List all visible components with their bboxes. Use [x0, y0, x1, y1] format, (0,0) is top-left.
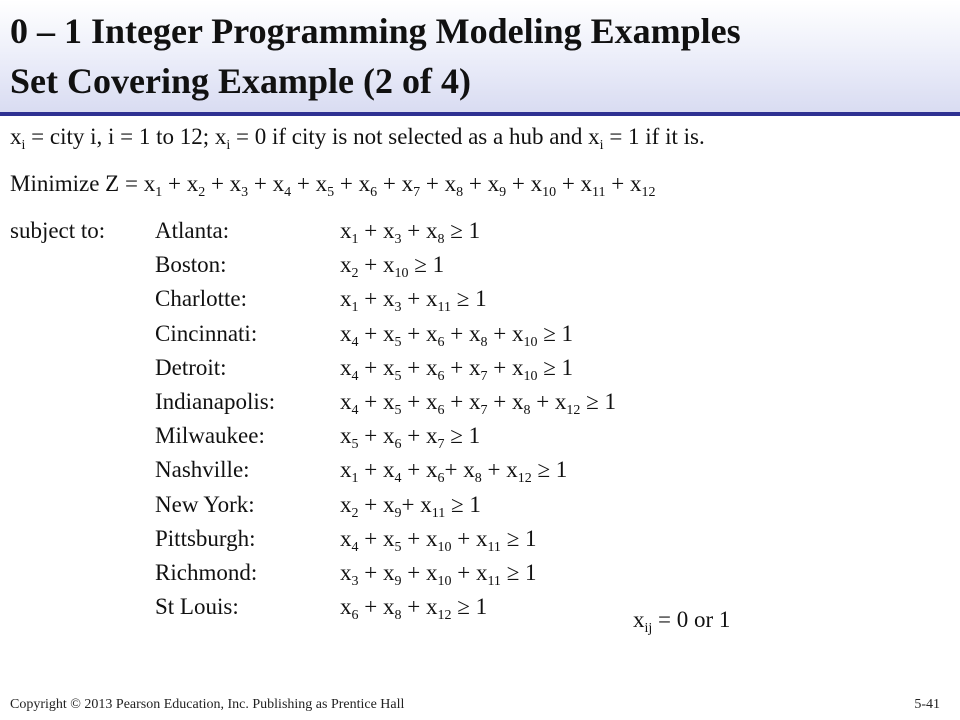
plus-sign: + [401, 525, 426, 551]
variable-subscript: 5 [351, 437, 359, 453]
constraint-expression [340, 355, 573, 389]
variable-subscript: 10 [523, 368, 538, 384]
plus-sign: + [444, 388, 469, 414]
variable-x: x [340, 423, 352, 449]
variable-x: x [340, 354, 352, 380]
variable-subscript: 6 [351, 608, 359, 624]
variable-x: x [401, 171, 414, 196]
variable-x: x [554, 388, 567, 414]
variable-x: x [580, 171, 593, 196]
variable-x: x [382, 423, 395, 449]
binary-var: x [633, 607, 645, 632]
plus-sign: + [444, 354, 469, 380]
variable-subscript: 3 [394, 232, 402, 247]
variable-x: x [315, 171, 328, 196]
constraint-city: New York: [155, 491, 255, 517]
variable-x: x [630, 171, 642, 196]
definition-text-d: = 1 if it is. [603, 124, 705, 149]
variable-x: x [382, 388, 395, 414]
constraint-expression [340, 492, 481, 526]
variable-x: x [358, 171, 371, 196]
subject-to-label: subject to: [10, 218, 106, 243]
variable-subscript: 7 [480, 368, 488, 384]
variable-subscript: 7 [437, 437, 445, 453]
variable-subscript: 8 [480, 334, 488, 350]
variable-x: x [425, 320, 438, 346]
variable-x: x [382, 559, 395, 585]
variable-subscript: 4 [394, 471, 402, 487]
variable-subscript: 3 [394, 300, 402, 316]
variable-subscript: 3 [351, 573, 359, 589]
variable-subscript: 3 [241, 185, 249, 200]
variable-x: x [340, 559, 352, 585]
plus-sign: + [358, 525, 383, 551]
variable-x: x [382, 525, 395, 551]
page-number: 5-41 [914, 697, 940, 712]
plus-sign: + [401, 320, 426, 346]
variable-x: x [382, 252, 395, 278]
plus-sign: + [401, 286, 426, 312]
variable-x: x [444, 171, 457, 196]
plus-sign: + [358, 457, 383, 483]
plus-sign: + [358, 559, 383, 585]
constraint-rhs: ≥ 1 [445, 491, 481, 517]
objective-prefix: Minimize Z = [10, 171, 144, 196]
variable-subscript: 1 [155, 185, 163, 200]
variable-x: x [468, 354, 481, 380]
variable-subscript: 2 [198, 185, 206, 200]
variable-x: x [229, 171, 242, 196]
binary-constraint [633, 607, 731, 636]
variable-x: x [340, 218, 352, 243]
constraint-city: Cincinnati: [155, 320, 258, 346]
constraint-rhs: ≥ 1 [451, 594, 488, 620]
constraint-rhs: ≥ 1 [408, 252, 445, 278]
constraint-row [155, 594, 616, 628]
plus-sign: + [358, 491, 383, 517]
variable-subscript: 4 [284, 185, 292, 200]
variable-x: x [425, 218, 438, 243]
plus-sign: + [487, 354, 512, 380]
constraint-city: Pittsburgh: [155, 525, 256, 551]
constraint-expression [340, 321, 573, 355]
variable-x: x [272, 171, 285, 196]
variable-x: x [425, 354, 438, 380]
plus-sign: + [401, 218, 426, 243]
plus-sign: + [487, 388, 512, 414]
plus-sign: + [463, 171, 488, 196]
variable-subscript: 12 [517, 471, 532, 487]
variable-x: x [382, 320, 395, 346]
variable-x: x [511, 320, 524, 346]
copyright-footer: Copyright © 2013 Pearson Education, Inc. Publishing as Prentice Hall [10, 697, 405, 712]
plus-sign: + [401, 559, 426, 585]
plus-sign: + [401, 594, 426, 620]
variable-subscript: 9 [499, 185, 507, 200]
binary-text: = 0 or 1 [652, 607, 731, 632]
constraint-row [155, 526, 616, 560]
variable-definition [10, 124, 705, 153]
variable-subscript: 6 [437, 471, 445, 487]
constraint-city: Nashville: [155, 457, 250, 483]
variable-x: x [340, 252, 352, 278]
variable-subscript: 9 [394, 573, 402, 589]
constraint-city: Detroit: [155, 354, 227, 380]
constraint-rhs: ≥ 1 [444, 423, 481, 449]
constraint-expression [340, 423, 480, 457]
constraint-rhs: ≥ 1 [500, 525, 537, 551]
variable-subscript: 10 [394, 266, 409, 282]
variable-subscript: 10 [523, 334, 538, 350]
definition-text-a: x [10, 124, 22, 149]
plus-sign: + [248, 171, 273, 196]
variable-x: x [425, 286, 438, 312]
constraint-rhs: ≥ 1 [537, 354, 574, 380]
variable-x: x [340, 388, 352, 414]
variable-x: x [186, 171, 199, 196]
plus-sign: + [401, 388, 426, 414]
variable-x: x [425, 559, 438, 585]
variable-subscript: 11 [431, 505, 446, 521]
constraint-row [155, 218, 616, 252]
plus-sign: + [401, 423, 426, 449]
constraint-city: Milwaukee: [155, 423, 265, 449]
plus-sign: + [358, 252, 383, 278]
plus-sign: + [530, 388, 555, 414]
constraint-expression [340, 594, 487, 628]
variable-x: x [382, 218, 395, 243]
variable-subscript: 12 [641, 185, 656, 200]
plus-sign: + [291, 171, 316, 196]
variable-x: x [382, 354, 395, 380]
variable-x: x [382, 594, 395, 620]
constraint-city: Indianapolis: [155, 388, 276, 414]
constraint-expression [340, 389, 616, 423]
constraint-city: Boston: [155, 252, 227, 278]
plus-sign: + [556, 171, 581, 196]
definition-sub-c: i [599, 138, 604, 153]
variable-subscript: 11 [592, 185, 606, 200]
objective-function [10, 171, 656, 200]
variable-subscript: 1 [351, 471, 359, 487]
definition-text-b: = city i, i = 1 to 12; x [25, 124, 227, 149]
constraint-rhs: ≥ 1 [500, 559, 537, 585]
variable-x: x [511, 354, 524, 380]
plus-sign: + [358, 286, 383, 312]
variable-x: x [382, 491, 395, 517]
plus-sign: + [506, 171, 531, 196]
variable-subscript: 8 [474, 471, 482, 487]
title-line-2: Set Covering Example (2 of 4) [10, 61, 471, 101]
plus-sign: + [377, 171, 402, 196]
variable-x: x [425, 594, 438, 620]
variable-subscript: 10 [542, 185, 557, 200]
variable-subscript: 5 [394, 334, 402, 350]
definition-sub-b: i [226, 138, 231, 153]
variable-x: x [530, 171, 543, 196]
variable-subscript: 4 [351, 539, 359, 555]
variable-subscript: 5 [394, 368, 402, 384]
variable-subscript: 2 [351, 266, 359, 282]
variable-subscript: 5 [394, 539, 402, 555]
constraint-rhs: ≥ 1 [580, 388, 617, 414]
plus-sign: + [358, 423, 383, 449]
plus-sign: + [605, 171, 631, 196]
constraint-city: Charlotte: [155, 286, 247, 312]
definition-text-c: = 0 if city is not selected as a hub and x [230, 124, 600, 149]
variable-x: x [425, 525, 438, 551]
variable-subscript: 8 [523, 402, 531, 418]
plus-sign: + [401, 457, 426, 483]
variable-x: x [425, 423, 438, 449]
constraint-rhs: ≥ 1 [450, 286, 487, 312]
variable-subscript: 6 [370, 185, 378, 200]
constraint-expression [340, 457, 567, 491]
variable-x: x [340, 594, 352, 620]
plus-sign: + [334, 171, 359, 196]
plus-sign: + [358, 354, 383, 380]
variable-x: x [340, 525, 352, 551]
constraint-city: Atlanta: [155, 218, 230, 243]
slide-title [10, 6, 741, 106]
plus-sign: + [205, 171, 230, 196]
constraint-city: Richmond: [155, 559, 258, 585]
variable-subscript: 2 [351, 505, 359, 521]
constraint-rhs: ≥ 1 [444, 218, 481, 243]
plus-sign: + [358, 218, 383, 243]
binary-sub: ij [644, 621, 653, 636]
constraint-rhs: ≥ 1 [537, 320, 574, 346]
title-divider [0, 112, 960, 116]
plus-sign: + [358, 320, 383, 346]
constraint-row [155, 286, 616, 320]
constraint-row [155, 423, 616, 457]
plus-sign: + [487, 320, 512, 346]
variable-subscript: 4 [351, 368, 359, 384]
variable-x: x [340, 491, 352, 517]
variable-x: x [468, 320, 481, 346]
variable-subscript: 6 [394, 437, 402, 453]
constraint-city: St Louis: [155, 594, 239, 620]
plus-sign: + [481, 457, 507, 483]
plus-sign: + [451, 559, 476, 585]
variable-subscript: 6 [437, 368, 445, 384]
variable-subscript: 4 [351, 402, 359, 418]
variable-x: x [340, 320, 352, 346]
constraint-expression [340, 218, 480, 252]
plus-sign: + [444, 457, 464, 483]
variable-subscript: 12 [437, 608, 452, 624]
variable-subscript: 4 [351, 334, 359, 350]
plus-sign: + [358, 388, 383, 414]
variable-x: x [382, 286, 395, 312]
constraint-row [155, 321, 616, 355]
variable-subscript: 8 [456, 185, 464, 200]
variable-subscript: 10 [437, 573, 452, 589]
constraint-row [155, 355, 616, 389]
variable-x: x [420, 491, 432, 517]
variable-x: x [143, 171, 156, 196]
constraint-row [155, 457, 616, 491]
variable-subscript: 7 [413, 185, 421, 200]
variable-subscript: 8 [437, 232, 445, 247]
variable-subscript: 11 [487, 539, 501, 555]
variable-x: x [340, 457, 352, 483]
constraint-expression [340, 286, 487, 320]
constraint-row [155, 492, 616, 526]
constraint-expression [340, 526, 537, 560]
variable-subscript: 6 [437, 334, 445, 350]
plus-sign: + [420, 171, 445, 196]
variable-subscript: 6 [437, 402, 445, 418]
variable-x: x [425, 388, 438, 414]
variable-x: x [487, 171, 500, 196]
variable-subscript: 12 [566, 402, 581, 418]
variable-x: x [475, 559, 488, 585]
variable-x: x [425, 457, 438, 483]
constraint-rhs: ≥ 1 [531, 457, 568, 483]
plus-sign: + [358, 594, 383, 620]
plus-sign: + [451, 525, 476, 551]
title-line-1: 0 – 1 Integer Programming Modeling Examples [10, 11, 741, 51]
variable-x: x [468, 388, 481, 414]
variable-subscript: 5 [327, 185, 335, 200]
definition-sub-a: i [21, 138, 26, 153]
variable-x: x [382, 457, 395, 483]
plus-sign: + [162, 171, 187, 196]
plus-sign: + [444, 320, 469, 346]
plus-sign: + [401, 354, 426, 380]
variable-x: x [475, 525, 488, 551]
variable-subscript: 11 [487, 573, 501, 589]
constraint-row [155, 389, 616, 423]
variable-subscript: 1 [351, 300, 359, 316]
constraint-row [155, 252, 616, 286]
variable-subscript: 8 [394, 608, 402, 624]
plus-sign: + [401, 491, 421, 517]
variable-subscript: 11 [437, 300, 451, 316]
constraint-expression [340, 252, 444, 286]
variable-x: x [340, 286, 352, 312]
variable-x: x [506, 457, 518, 483]
constraint-row [155, 560, 616, 594]
variable-subscript: 1 [351, 232, 359, 247]
variable-subscript: 9 [394, 505, 402, 521]
variable-subscript: 10 [437, 539, 452, 555]
constraint-expression [340, 560, 537, 594]
variable-subscript: 7 [480, 402, 488, 418]
constraint-list [155, 218, 616, 628]
variable-x: x [511, 388, 524, 414]
variable-x: x [463, 457, 475, 483]
variable-subscript: 5 [394, 402, 402, 418]
